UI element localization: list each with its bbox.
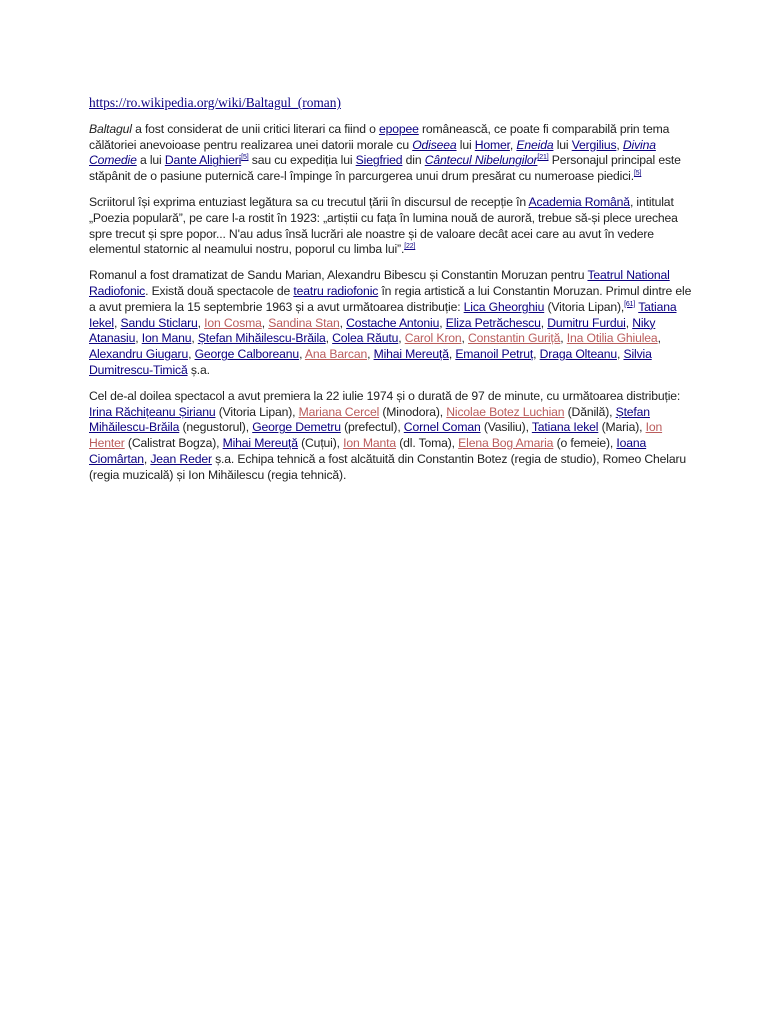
wiki-link[interactable]: Cornel Coman xyxy=(403,420,481,435)
wiki-link[interactable]: Irina Răchițeanu Șirianu xyxy=(89,404,216,419)
reference-superscript xyxy=(624,301,635,308)
text-run: Personajul principal este stăpânit de o pasiune puternică care-l împinge în parcurgerea unui drum presărat cu numeroase piedici. xyxy=(89,153,681,184)
text-run: (dl. Toma), xyxy=(395,436,459,451)
wiki-link[interactable]: Ion Manu xyxy=(141,331,192,346)
text-run: , xyxy=(533,347,540,362)
text-run: , xyxy=(299,347,305,362)
wiki-link[interactable]: Ioana Ciomârtan xyxy=(89,436,647,466)
text-run: (prefectul), xyxy=(340,420,404,435)
wiki-link[interactable]: George Calboreanu xyxy=(194,347,300,362)
text-run: , xyxy=(191,331,198,346)
wiki-missing-link[interactable]: Ion Henter xyxy=(89,420,663,451)
text-run: , xyxy=(509,137,517,152)
text-run: , xyxy=(114,315,121,330)
wiki-link[interactable]: Silvia Dumitrescu-Timică xyxy=(89,347,652,377)
text-run: din xyxy=(402,153,425,168)
text-run: lui xyxy=(456,137,475,152)
wiki-missing-link[interactable]: Carol Kron xyxy=(404,331,462,346)
wiki-link[interactable]: Ștefan Mihăilescu-Brăila xyxy=(89,404,650,435)
paragraph-first-radio-play xyxy=(89,268,693,379)
text-run: , xyxy=(616,347,624,362)
text-run: , xyxy=(339,315,347,330)
text-run: (Calistrat Bogza), xyxy=(124,436,223,451)
wiki-link[interactable]: George Demetru xyxy=(252,420,341,435)
wiki-link[interactable]: Divina Comedie xyxy=(89,137,656,168)
text-run: , xyxy=(439,315,446,330)
text-run: Romanul a fost dramatizat de Sandu Marian, Alexandru Bibescu și Constantin Moruzan pentru xyxy=(89,268,588,283)
wiki-link[interactable]: Jean Reder xyxy=(150,451,212,466)
text-run: ș.a. xyxy=(187,362,210,377)
wiki-missing-link[interactable]: Elena Bog Amaria xyxy=(458,436,554,451)
reference-link[interactable]: [22] xyxy=(404,243,416,251)
text-run: a lui xyxy=(136,153,165,168)
reference-superscript xyxy=(634,170,641,177)
wiki-link[interactable]: Teatrul National Radiofonic xyxy=(89,268,670,298)
text-run: (Vitoria Lipan), xyxy=(215,404,299,419)
wiki-link[interactable]: Homer xyxy=(474,137,510,152)
text-run: , xyxy=(540,315,548,330)
text-run: (Vasiliu), xyxy=(480,420,532,435)
text-run: , intitulat „Poezia populară”, pe care l-a rostit în 1923: „artiștii cu fața în lumina nouă de auroră, trebue să-și plece urechea spre trecut și spre popor... N'au adus însă lucrări ale noastre și de valoare decât acei care au avut în vedere elementul statornic al neamului nostru, poporul cu limba lui”. xyxy=(89,194,678,257)
wiki-missing-link[interactable]: Constantin Guriță xyxy=(467,331,561,346)
text-run: , xyxy=(448,347,456,362)
wiki-link[interactable]: Mihai Mereuță xyxy=(222,436,298,451)
text-run: Scriitorul își exprima entuziast legătura sa cu trecutul țării în discursul de recepție în xyxy=(89,194,529,209)
wiki-link[interactable]: Lica Gheorghiu xyxy=(463,299,545,314)
article-content xyxy=(89,95,693,494)
text-run: , xyxy=(398,331,405,346)
wiki-link[interactable]: Odiseea xyxy=(412,137,457,152)
text-run: (Maria), xyxy=(598,420,646,435)
wiki-missing-link[interactable]: Ion Cosma xyxy=(204,315,262,330)
wiki-link[interactable]: Mihai Mereuță xyxy=(373,347,449,362)
wiki-link[interactable]: Ștefan Mihăilescu-Brăila xyxy=(197,331,326,346)
wiki-link[interactable]: Draga Olteanu xyxy=(539,347,617,362)
wiki-missing-link[interactable]: Nicolae Botez Luchian xyxy=(446,404,565,419)
text-run: , xyxy=(325,331,333,346)
text-run: , xyxy=(560,331,567,346)
wiki-link[interactable]: Alexandru Giugaru xyxy=(89,347,189,362)
text-run: (Cuțui), xyxy=(297,436,344,451)
reference-link[interactable]: [61] xyxy=(624,300,636,308)
text-run: sau cu expediția lui xyxy=(248,153,356,168)
wiki-link[interactable]: Tatiana Iekel xyxy=(531,420,599,435)
paragraph-reception xyxy=(89,122,693,185)
wiki-link[interactable]: Academia Română xyxy=(528,194,630,209)
reference-superscript xyxy=(241,154,248,161)
text-run: , xyxy=(143,451,151,466)
text-run: lui xyxy=(553,137,572,152)
reference-link[interactable]: [21] xyxy=(537,154,549,162)
wiki-missing-link[interactable]: Sandina Stan xyxy=(268,315,340,330)
text-run: (Dănilă), xyxy=(564,404,616,419)
wiki-link[interactable]: Tatiana Iekel xyxy=(89,299,677,330)
text-run: Cel de-al doilea spectacol a avut premiera la 22 iulie 1974 și o durată de 97 de minute, cu următoarea distribuție: xyxy=(89,388,681,403)
text-run: , xyxy=(616,137,623,152)
wiki-link[interactable]: Dante Alighieri xyxy=(164,153,242,168)
wiki-link[interactable]: Siegfried xyxy=(355,153,403,168)
wiki-link[interactable]: Costache Antoniu xyxy=(346,315,440,330)
wiki-link[interactable]: Niky Atanasiu xyxy=(89,315,656,346)
wiki-missing-link[interactable]: Ana Barcan xyxy=(304,347,368,362)
wiki-link[interactable]: Eliza Petrăchescu xyxy=(445,315,541,330)
text-run: românească, ce poate fi comparabilă prin tema călătoriei anevoioase pentru realizarea unei datorii morale cu xyxy=(89,121,670,152)
wiki-link[interactable]: Colea Răutu xyxy=(332,331,399,346)
wiki-missing-link[interactable]: Mariana Cercel xyxy=(298,404,380,419)
text-run: . Există două spectacole de xyxy=(145,283,294,298)
text-run: (Vitoria Lipan), xyxy=(544,299,625,314)
wiki-link[interactable]: Cântecul Nibelungilor xyxy=(424,153,538,168)
wiki-link[interactable]: epopee xyxy=(378,121,419,136)
text-run: , xyxy=(367,347,374,362)
source-url-link[interactable]: https://ro.wikipedia.org/wiki/Baltagul_(roman) xyxy=(89,95,341,110)
text-run: (Minodora), xyxy=(379,404,447,419)
text-run: , xyxy=(657,331,661,346)
text-run: , xyxy=(625,315,633,330)
text-run: , xyxy=(461,331,468,346)
wiki-link[interactable]: Vergilius xyxy=(571,137,617,152)
text-run: (negustorul), xyxy=(179,420,253,435)
text-run: (o femeie), xyxy=(553,436,617,451)
wiki-link[interactable]: Sandu Sticlaru xyxy=(120,315,198,330)
reference-superscript xyxy=(537,154,548,161)
wiki-missing-link[interactable]: Ion Manta xyxy=(343,436,396,451)
paragraph-academic-speech xyxy=(89,195,693,258)
text-run: ș.a. Echipa tehnică a fost alcătuită din Constantin Botez (regia de studio), Romeo Chelaru (regia muzicală) și Ion Mihăilescu (regia tehnică). xyxy=(89,451,686,482)
paragraph-second-radio-play xyxy=(89,389,693,484)
text-run: în regia artistică a lui Constantin Moruzan. Primul dintre ele a avut premiera la 15 septembrie 1963 și a avut următoarea distribuție: xyxy=(89,283,692,314)
wiki-link[interactable]: Dumitru Furdui xyxy=(547,315,626,330)
italic-title: Baltagul xyxy=(89,121,132,136)
text-run: , xyxy=(261,315,269,330)
text-run: , xyxy=(188,347,195,362)
wiki-link[interactable]: teatru radiofonic xyxy=(293,283,379,298)
text-run: , xyxy=(135,331,142,346)
reference-link[interactable]: [5] xyxy=(241,154,249,162)
reference-link[interactable]: [5] xyxy=(633,170,642,178)
wiki-link[interactable]: Emanoil Petruț xyxy=(455,347,534,362)
text-run: a fost considerat de unii critici literari ca fiind o xyxy=(131,121,379,136)
reference-superscript xyxy=(404,243,415,250)
wiki-missing-link[interactable]: Ina Otilia Ghiulea xyxy=(566,331,658,346)
text-run: , xyxy=(197,315,205,330)
wiki-link[interactable]: Eneida xyxy=(516,137,554,152)
